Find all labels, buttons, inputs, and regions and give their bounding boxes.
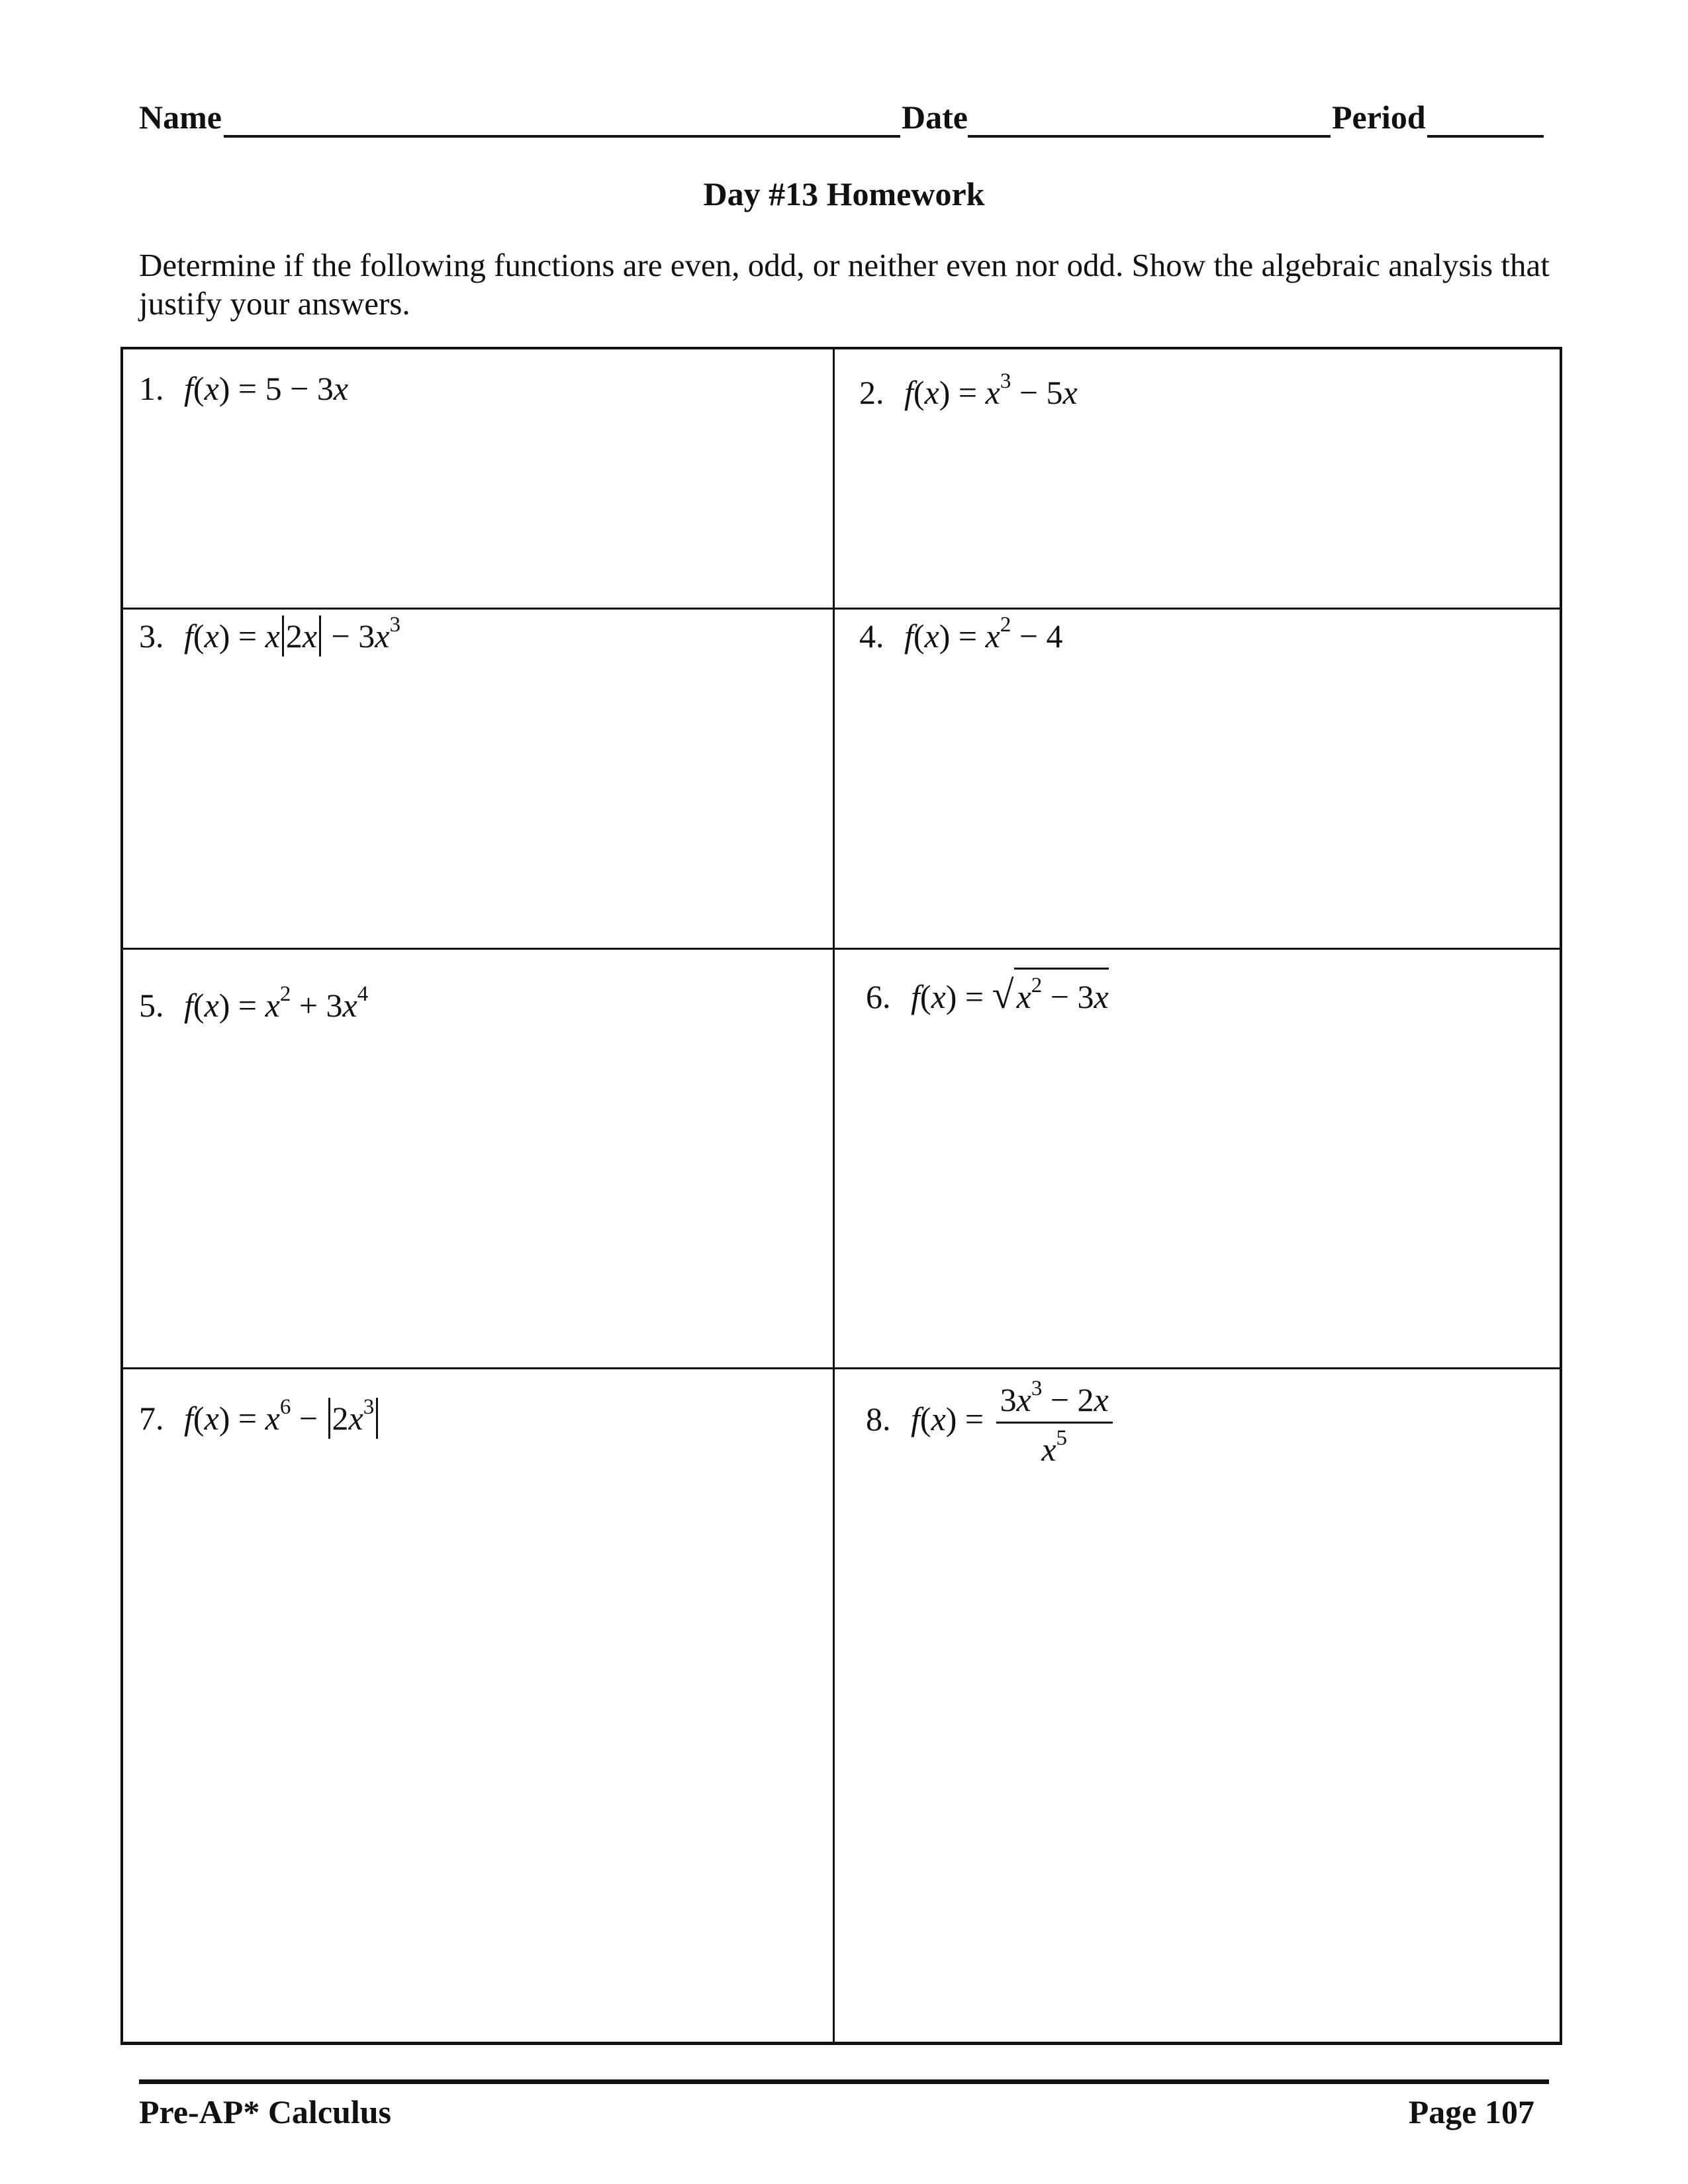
grid-row-divider-1: [122, 608, 1562, 610]
problem-number: 6.: [866, 978, 891, 1015]
equation: $f(x) = x^3 - 5x$: [904, 369, 1078, 411]
equation: f(x) = x $2x - 3x^3$: [184, 617, 400, 655]
problem-2: [859, 369, 1078, 412]
grid-top-border: [122, 347, 1562, 349]
page-title: Day #13 Homework: [703, 175, 985, 212]
footer-page-number: Page 107: [1408, 2093, 1534, 2130]
problem-number: 1.: [139, 370, 164, 407]
problem-4: [859, 613, 1063, 655]
equation: f(x) = 5 − 3x: [184, 370, 349, 407]
name-blank[interactable]: [224, 135, 900, 138]
problem-number: 4.: [859, 617, 884, 655]
date-blank[interactable]: [968, 135, 1331, 138]
grid-left-border: [120, 347, 123, 2045]
problem-6: [866, 968, 1109, 1018]
date-label: Date: [902, 99, 968, 136]
name-label: Name: [139, 99, 222, 136]
problem-1: [139, 369, 348, 408]
problem-number: 8.: [866, 1400, 891, 1437]
grid-right-border: [1560, 347, 1562, 2045]
equation: $f(x) = √x^2 - 3x$: [911, 978, 1109, 1015]
fraction-denominator: $x^5$: [1041, 1426, 1068, 1468]
equation: $f(x) = x^2 + 3x^4$: [184, 982, 369, 1024]
equation: $f(x) = x^2 - 4$: [904, 613, 1063, 655]
fraction-numerator: $3x^3 - 2x$: [996, 1377, 1113, 1424]
footer-rule: [139, 2079, 1549, 2084]
grid-row-divider-2: [122, 948, 1562, 950]
grid-bottom-border: [120, 2042, 1561, 2045]
problem-number: 3.: [139, 617, 164, 655]
problem-3: [139, 613, 400, 657]
problem-7: [139, 1395, 380, 1439]
square-root: $√x^2 - 3x$: [992, 968, 1109, 1018]
instructions: Determine if the following functions are even, odd, or neither even nor odd. Show the algebraic analysis that justify your answers.: [139, 247, 1550, 322]
problem-8: [866, 1377, 1113, 1469]
fraction: [996, 1377, 1113, 1469]
problem-5: [139, 982, 368, 1024]
equation: $f(x) = x^6 - 2x^3$: [184, 1400, 380, 1437]
equation: f(x) = $\frac{3x^3 - 2x}{x^5}$: [911, 1400, 1113, 1437]
problem-number: 2.: [859, 374, 884, 411]
grid-row-divider-3: [120, 1367, 1562, 1369]
problem-number: 5.: [139, 987, 164, 1024]
period-blank[interactable]: [1427, 135, 1544, 138]
grid-column-divider: [833, 347, 835, 2045]
period-label: Period: [1332, 99, 1426, 136]
problem-number: 7.: [139, 1400, 164, 1437]
footer-course: Pre-AP* Calculus: [139, 2093, 391, 2130]
